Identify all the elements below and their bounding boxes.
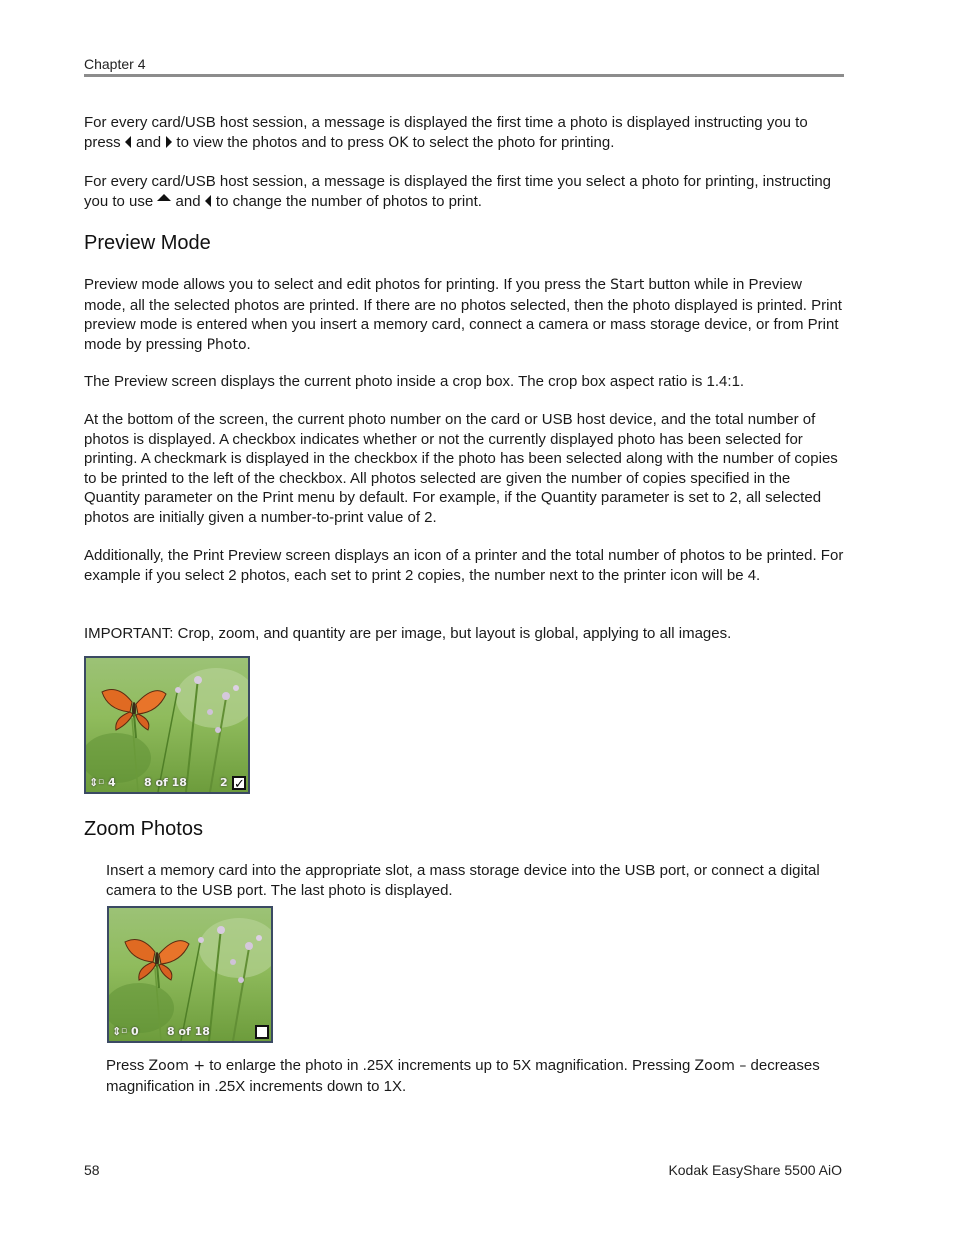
photo-position: 8 of 18 [167,1025,210,1038]
important-note: IMPORTANT: Crop, zoom, and quantity are per image, but layout is global, applying to all images. [84,625,732,642]
intro-paragraph-2: For every card/USB host session, a message is displayed the first time you select a photo for printing, instructing you to use and to change the number of photos to print. [84,173,832,210]
unselected-checkbox [255,1025,269,1039]
print-total-count: 4 [108,776,116,789]
intro-paragraph-1: For every card/USB host session, a message is displayed the first time a photo is displayed instructing you to press and to view the photos and to press OK to select the photo for printing. [84,114,808,151]
ok-keyword: OK [388,134,409,151]
copies-count: 2 [220,776,228,789]
page-number: 58 [84,1162,100,1178]
up-arrow-icon [157,193,171,202]
photo-position: 8 of 18 [144,776,187,789]
preview-screen-selected [84,656,250,794]
zoom-in-keyword: Zoom + [148,1058,206,1074]
zoom-out-keyword: Zoom – [694,1058,747,1074]
preview-paragraph-3: At the bottom of the screen, the current photo number on the card or USB host device, and the total number of photos is displayed. A checkbox indicates whether or not the currently displayed photo has been selected for printing. A checkmark is displayed in the checkbox if the photo has been selected along with the number of copies to be printed to the left of the checkbox. All photos selected are given the number of copies specified in the Quantity parameter on the Print menu by default. For example, if the Quantity parameter is set to 2, all selected photos are initially given a number-to-print value of 2. [84,411,838,526]
printer-icon: ▫ [98,777,105,787]
product-name: Kodak EasyShare 5500 AiO [668,1162,842,1178]
up-down-arrow-icon: ⇕ [89,776,99,789]
preview-paragraph-4: Additionally, the Print Preview screen displays an icon of a printer and the total number of photos to be printed. For example if you select 2 photos, each set to print 2 copies, the number next to the printer icon will be 4. [84,547,844,584]
preview-status-bar [109,1021,271,1041]
selected-checkbox [232,776,246,790]
chapter-label: Chapter 4 [84,56,146,72]
left-arrow-icon [205,195,212,207]
zoom-step-2: Press Zoom + to enlarge the photo in .25X increments up to 5X magnification. Pressing Zoom – decreases magnification in .25X increments down to 1X. [106,1057,820,1095]
preview-status-bar [86,772,248,792]
header-rule [84,74,844,77]
zoom-photos-heading: Zoom Photos [84,818,203,840]
left-arrow-icon [125,136,132,148]
preview-mode-heading: Preview Mode [84,232,211,254]
start-keyword: Start [610,277,645,293]
print-total-count: 0 [131,1025,139,1038]
preview-paragraph-2: The Preview screen displays the current photo inside a crop box. The crop box aspect ratio is 1.4:1. [84,373,745,390]
zoom-step-1: Insert a memory card into the appropriate slot, a mass storage device into the USB port, or connect a digital camera to the USB port. The last photo is displayed. [106,862,820,899]
preview-screen-unselected [107,906,273,1043]
preview-paragraph-1: Preview mode allows you to select and edit photos for printing. If you press the Start button while in Preview mode, all the selected photos are printed. If there are no photos selected, then the photo displayed is printed. Print preview mode is entered when you insert a memory card, connect a camera or mass storage device, or from Print mode by pressing Photo. [84,276,842,353]
printer-icon: ▫ [121,1026,128,1036]
up-down-arrow-icon: ⇕ [112,1025,122,1038]
photo-keyword: Photo [206,336,247,353]
checkmark-icon: ✓ [234,776,245,791]
